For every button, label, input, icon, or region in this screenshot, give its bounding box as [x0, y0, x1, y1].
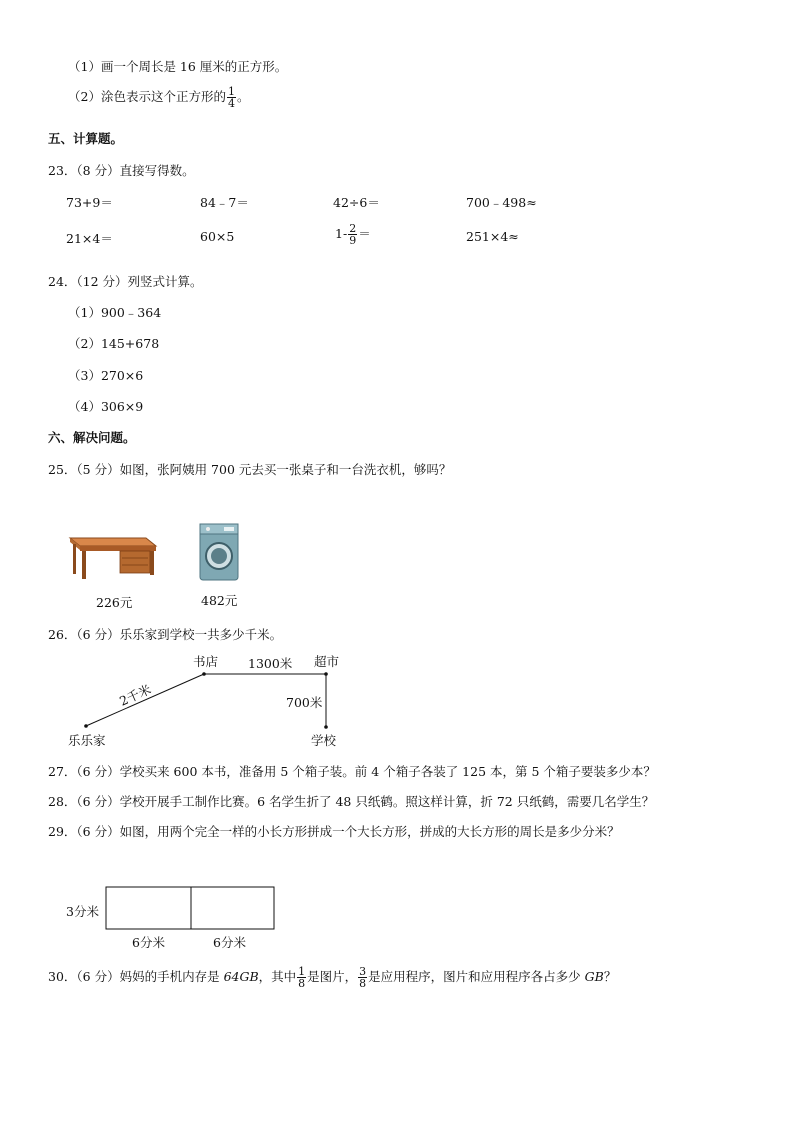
fraction-one-eighth: [297, 966, 306, 989]
q22-part2-text: （2）涂色表示这个正方形的: [68, 89, 226, 104]
q30-pre: 30．（6 分）妈妈的手机内存是: [48, 969, 224, 984]
supermarket-point: [324, 672, 328, 676]
q30-post: ？: [603, 969, 617, 984]
small-rectangle-right: [191, 887, 274, 929]
q30-mid2: 是图片，: [307, 969, 358, 984]
fraction-denominator: 8: [298, 977, 306, 990]
q23-expr-3: 42÷6＝: [333, 195, 380, 210]
q27-text: 27．（6 分）学校买来 600 本书，准备用 5 个箱子装。前 4 个箱子各装了 125 本，第 5 个箱子要装多少本？: [48, 764, 656, 779]
q23-title: 23．（8 分）直接写得数。: [48, 163, 195, 178]
desk-illustration: [64, 520, 160, 586]
supermarket-label: 超市: [314, 654, 340, 669]
section-6-heading: 六、解决问题。: [48, 430, 136, 445]
q30-text: [48, 966, 616, 989]
q25-title: 25．（5 分）如图，张阿姨用 700 元去买一张桌子和一台洗衣机，够吗？: [48, 462, 452, 477]
fraction-denominator: 8: [359, 977, 367, 990]
fraction-numerator: 1: [227, 85, 235, 98]
q30-memory: 64GB: [223, 969, 259, 984]
q23-expr-7: [335, 223, 371, 246]
q22-part2-end: 。: [236, 89, 250, 104]
fraction-denominator: 4: [227, 97, 235, 110]
q29-title: 29．（6 分）如图，用两个完全一样的小长方形拼成一个大长方形，拼成的大长方形的周长是多少分米？: [48, 824, 620, 839]
q23-expr-7-pre: 1-: [335, 226, 348, 241]
home-label: 乐乐家: [68, 733, 106, 748]
home-point: [84, 724, 88, 728]
q30-mid3: 是应用程序，图片和应用程序各占多少: [368, 969, 585, 984]
small-rectangle-left: [106, 887, 191, 929]
q24-part-1: （1）900﹣364: [68, 305, 162, 320]
rectangle-diagram: [62, 880, 292, 956]
q26-title: 26．（6 分）乐乐家到学校一共多少千米。: [48, 627, 283, 642]
q24-part-4: （4）306×9: [68, 399, 144, 414]
fraction-denominator: 9: [349, 234, 357, 247]
school-label: 学校: [311, 733, 337, 748]
q28-text: 28．（6 分）学校开展手工制作比赛。6 名学生折了 48 只纸鹤。照这样计算，折 72 只纸鹤，需要几名学生？: [48, 794, 655, 809]
distance-home-bookstore: 2千米: [117, 681, 154, 709]
fraction-numerator: 3: [359, 965, 367, 978]
q23-expr-1: 73+9＝: [66, 195, 113, 210]
fraction-one-quarter: [227, 86, 236, 109]
bookstore-label: 书店: [193, 654, 219, 669]
distance-supermarket-school: 700米: [286, 695, 323, 710]
desk-price: 226元: [96, 595, 133, 610]
q24-part-2: （2）145+678: [68, 336, 160, 351]
q30-unit: GB: [584, 969, 604, 984]
fraction-two-ninths: [348, 223, 357, 246]
width-label-right: 6分米: [213, 935, 246, 950]
fraction-three-eighths: [358, 966, 367, 989]
q22-part2: [68, 86, 249, 109]
fraction-numerator: 2: [349, 222, 357, 235]
fraction-numerator: 1: [298, 965, 306, 978]
height-label: 3分米: [66, 904, 99, 919]
q23-expr-8: 251×4≈: [466, 229, 519, 244]
q23-expr-4: 700﹣498≈: [466, 195, 537, 210]
q24-part-3: （3）270×6: [68, 368, 144, 383]
q23-expr-7-post: ＝: [358, 226, 371, 241]
q30-mid1: ，其中: [258, 969, 297, 984]
q23-expr-2: 84﹣7＝: [200, 195, 249, 210]
q22-part1: （1）画一个周长是 16 厘米的正方形。: [68, 59, 288, 74]
width-label-left: 6分米: [132, 935, 165, 950]
route-diagram: [60, 648, 380, 758]
distance-bookstore-supermarket: 1300米: [248, 656, 293, 671]
q24-title: 24．（12 分）列竖式计算。: [48, 274, 203, 289]
washer-price: 482元: [201, 593, 238, 608]
school-point: [324, 725, 328, 729]
bookstore-point: [202, 672, 206, 676]
section-5-heading: 五、计算题。: [48, 131, 124, 146]
washing-machine-illustration: [196, 520, 242, 584]
q23-expr-6: 60×5: [200, 229, 235, 244]
q23-expr-5: 21×4＝: [66, 231, 113, 246]
